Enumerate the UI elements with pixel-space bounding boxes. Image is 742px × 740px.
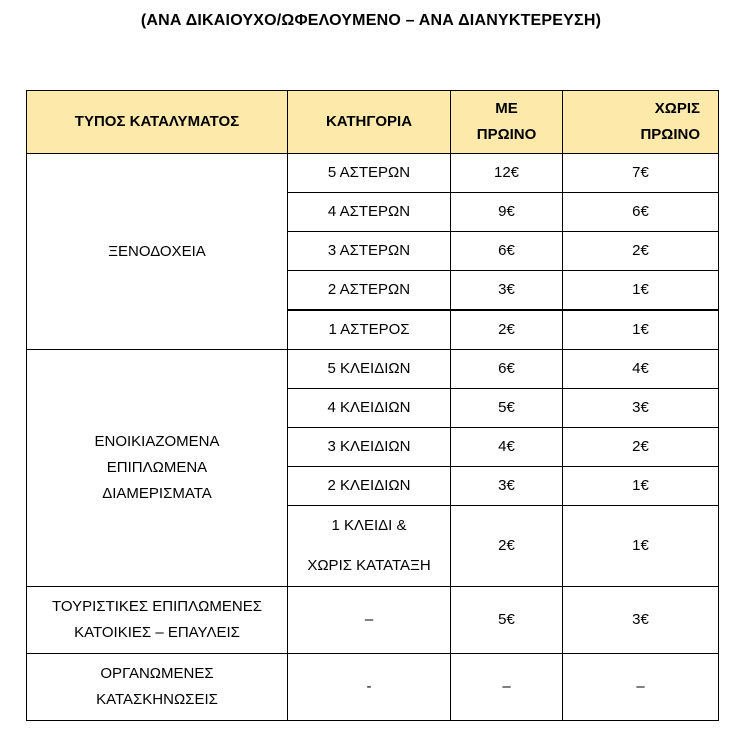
without-breakfast-cell: 1€ — [563, 467, 719, 506]
with-breakfast-cell: 4€ — [451, 428, 563, 467]
table-row — [27, 154, 719, 193]
with-breakfast-cell: 6€ — [451, 232, 563, 271]
without-breakfast-cell: 1€ — [563, 271, 719, 311]
without-breakfast-cell: – — [563, 654, 719, 721]
group-apartments-line-3: ΔΙΑΜΕΡΙΣΜΑΤΑ — [102, 485, 212, 502]
with-breakfast-cell: 3€ — [451, 467, 563, 506]
header-category: ΚΑΤΗΓΟΡΙΑ — [288, 91, 451, 154]
with-breakfast-cell: 2€ — [451, 506, 563, 587]
category-cell: 5 ΚΛΕΙΔΙΩΝ — [288, 350, 451, 389]
group-camping-line-1: ΟΡΓΑΝΩΜΕΝΕΣ — [100, 665, 214, 682]
category-cell: – — [288, 587, 451, 654]
with-breakfast-cell: – — [451, 654, 563, 721]
with-breakfast-cell: 5€ — [451, 389, 563, 428]
page-title: (ΑΝΑ ΔΙΚΑΙΟΥΧΟ/ΩΦΕΛΟΥΜΕΝΟ – ΑΝΑ ΔΙΑΝΥΚΤΕΡΕΥΣΗ) — [140, 12, 602, 29]
without-breakfast-cell: 6€ — [563, 193, 719, 232]
with-breakfast-cell: 9€ — [451, 193, 563, 232]
without-breakfast-cell: 1€ — [563, 506, 719, 587]
header-without-line-1: ΧΩΡΙΣ — [654, 100, 700, 117]
category-cell: 4 ΚΛΕΙΔΙΩΝ — [288, 389, 451, 428]
table-header-row — [27, 91, 719, 154]
group-villas-line-2: ΚΑΤΟΙΚΙΕΣ – ΕΠΑΥΛΕΙΣ — [74, 624, 240, 641]
without-breakfast-cell: 7€ — [563, 154, 719, 193]
category-cell — [288, 506, 451, 587]
group-apartments — [27, 350, 288, 587]
header-with-line-1: ΜΕ — [495, 100, 518, 117]
without-breakfast-cell: 3€ — [563, 587, 719, 654]
header-without-line-2: ΠΡΩΙΝΟ — [640, 126, 700, 143]
category-cell: 2 ΚΛΕΙΔΙΩΝ — [288, 467, 451, 506]
with-breakfast-cell: 12€ — [451, 154, 563, 193]
category-cell: - — [288, 654, 451, 721]
header-with-breakfast — [451, 91, 563, 154]
table-row — [27, 654, 719, 721]
without-breakfast-cell: 1€ — [563, 310, 719, 350]
category-cell: 1 ΑΣΤΕΡΟΣ — [288, 310, 451, 350]
table-row — [27, 350, 719, 389]
category-line-2: ΧΩΡΙΣ ΚΑΤΑΤΑΞΗ — [307, 557, 431, 574]
header-with-line-2: ΠΡΩΙΝΟ — [476, 126, 537, 143]
category-cell: 4 ΑΣΤΕΡΩΝ — [288, 193, 451, 232]
group-villas — [27, 587, 288, 654]
group-camping — [27, 654, 288, 721]
with-breakfast-cell: 6€ — [451, 350, 563, 389]
with-breakfast-cell: 2€ — [451, 310, 563, 350]
category-cell: 3 ΑΣΤΕΡΩΝ — [288, 232, 451, 271]
without-breakfast-cell: 2€ — [563, 428, 719, 467]
with-breakfast-cell: 3€ — [451, 271, 563, 311]
without-breakfast-cell: 4€ — [563, 350, 719, 389]
header-without-breakfast — [563, 91, 719, 154]
header-type: ΤΥΠΟΣ ΚΑΤΑΛΥΜΑΤΟΣ — [27, 91, 288, 154]
group-villas-line-1: ΤΟΥΡΙΣΤΙΚΕΣ ΕΠΙΠΛΩΜΕΝΕΣ — [52, 598, 262, 615]
group-apartments-line-1: ΕΝΟΙΚΙΑΖΟΜΕΝΑ — [94, 433, 220, 450]
table-row — [27, 587, 719, 654]
category-cell: 5 ΑΣΤΕΡΩΝ — [288, 154, 451, 193]
with-breakfast-cell: 5€ — [451, 587, 563, 654]
category-line-1: 1 ΚΛΕΙΔΙ & — [331, 517, 407, 534]
group-apartments-line-2: ΕΠΙΠΛΩΜΕΝΑ — [106, 459, 208, 476]
without-breakfast-cell: 3€ — [563, 389, 719, 428]
rates-table — [26, 90, 719, 721]
group-hotels: ΞΕΝΟΔΟΧΕΙΑ — [27, 154, 288, 350]
without-breakfast-cell: 2€ — [563, 232, 719, 271]
category-cell: 3 ΚΛΕΙΔΙΩΝ — [288, 428, 451, 467]
group-camping-line-2: ΚΑΤΑΣΚΗΝΩΣΕΙΣ — [96, 691, 218, 708]
category-cell: 2 ΑΣΤΕΡΩΝ — [288, 271, 451, 311]
